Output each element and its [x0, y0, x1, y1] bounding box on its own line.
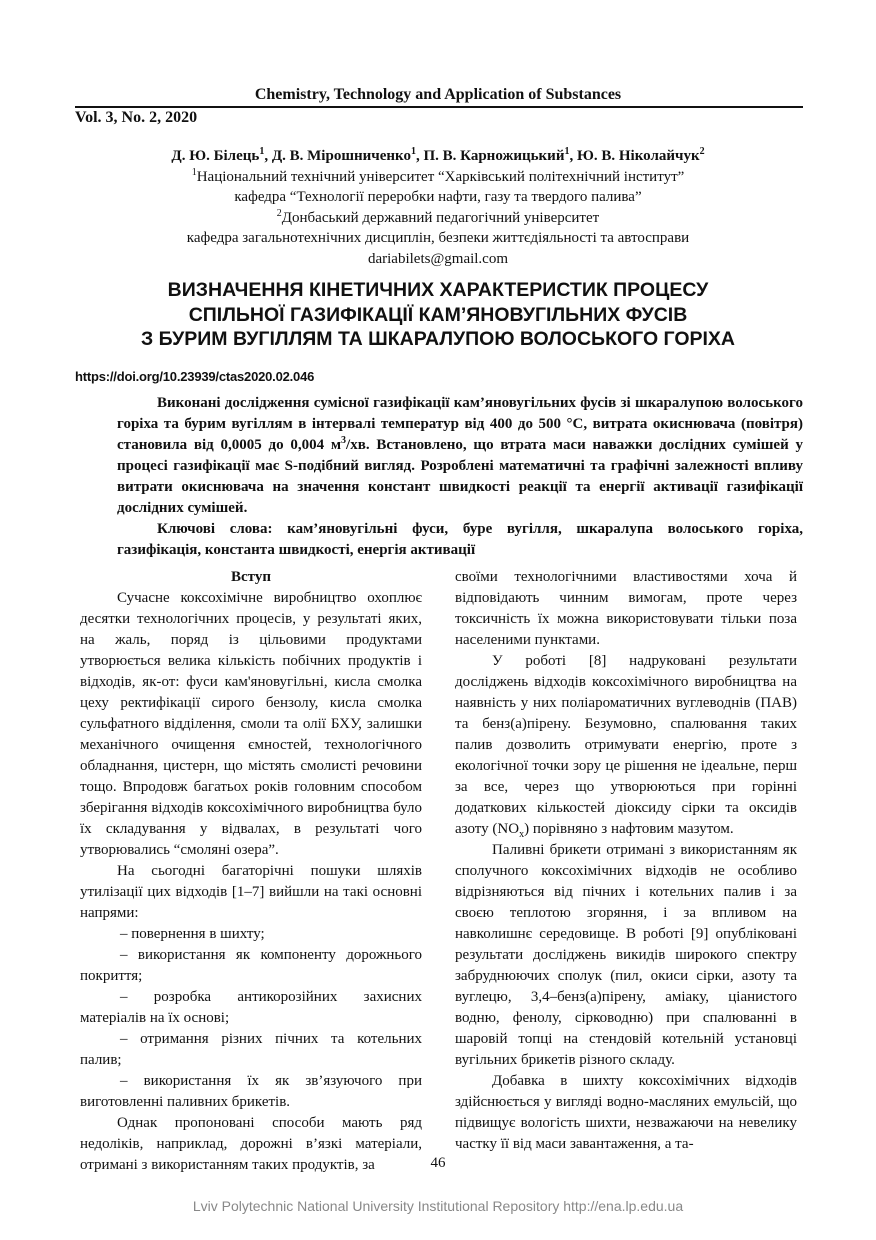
keywords: Ключові слова: кам’яновугільні фуси, буре вугілля, шкаралупа волоського горіха, газифікація, константа швидкості, енергія активації [117, 521, 803, 558]
affiliation-2-dept: кафедра загальнотехнічних дисциплін, безпеки життєдіяльності та автосправи [186, 230, 690, 246]
journal-title: Chemistry, Technology and Application of Substances [254, 86, 622, 103]
list-item: – використання їх як зв’язуючого при виготовленні паливних брикетів. [80, 1073, 422, 1110]
article-title: ВИЗНАЧЕННЯ КІНЕТИЧНИХ ХАРАКТЕРИСТИК ПРОЦЕСУ СПІЛЬНОЇ ГАЗИФІКАЦІЇ КАМ’ЯНОВУГІЛЬНИХ ФУСІВ З БУРИМ ВУГІЛЛЯМ ТА ШКАРАЛУПОЮ ВОЛОСЬКОГО ГОРІХА [140, 279, 736, 350]
author-list: Д. Ю. Білець$^1$, Д. В. Мірошниченко$^1$, П. В. Карножицький$^1$, Ю. В. Ніколайчук$^2$ [171, 146, 705, 164]
doi-link[interactable]: https://doi.org/10.23939/ctas2020.02.046 [75, 369, 315, 384]
paragraph: У роботі [8] надруковані результати досліджень відходів коксохімічного виробництва на наявність у них поліароматичних вуглеводнів (ПАВ) та бенз(а)пірену. Безумовно, спалювання таких палив дозволить отримувати енергію, проте з екологічної точки зору це рішення не ідеальне, перш за все, через що утворюються при горінні додаткових кількостей діоксиду сірки та оксидів азоту $(NO_x)$ порівняно з нафтовим мазутом. [455, 653, 797, 840]
author-3: П. В. Карножицький [423, 148, 565, 164]
header-rule [75, 106, 803, 108]
list-item: – використання як компоненту дорожнього покриття; [80, 947, 422, 984]
contact-email[interactable]: dariabilets@gmail.com [367, 250, 509, 267]
abstract [117, 393, 803, 561]
author-1: Д. Ю. Білець [171, 148, 260, 164]
author-2: Д. В. Мірошниченко [271, 148, 411, 164]
repository-footer[interactable]: Lviv Polytechnic National University Institutional Repository http://ena.lp.edu.ua [192, 1198, 684, 1214]
list-item: – розробка антикорозійних захисних матеріалів на їх основі; [80, 989, 422, 1026]
page-number: 46 [430, 1155, 446, 1171]
affiliation-1: $^1$Національний технічний університет “Харківський політехнічний інститут” [191, 166, 685, 185]
author-block [0, 146, 876, 269]
volume-label: Vol. 3, No. 2, 2020 [75, 109, 198, 126]
right-column [455, 567, 797, 1155]
abstract-text: Виконані дослідження сумісної газифікації кам’яновугільних фусів зі шкаралупою волоського горіха та бурим вугіллям в інтервалі температур від 400 до 500 °С, витрата окиснювача (повітря) становила від 0,0005 до 0,004 $м^3/хв$. Встановлено, що втрата маси наважки дослідних сумішей у процесі газифікації має S-подібний вигляд. Розроблені математичні та графічні залежності впливу витрати окиснювача на значення констант швидкості реакції та енергії активації газифікації дослідних сумішей. [117, 395, 803, 516]
paragraph: своїми технологічними властивостями хоча й відповідають чинним вимогам, проте через токсичність їх можна використовувати тільки поза населеними пунктами. [455, 569, 797, 648]
paragraph: Паливні брикети отримані з використанням як сполучного коксохімічних відходів не особливо відрізняються від пічних і котельних палив і за своєю теплотою згоряння, і за впливом на навколишнє середовище. В роботі [9] опубліковані результати досліджень викидів широкого спектру забруднюючих сполук (пил, окиси сірки, азоту та вуглецю, 3,4–бенз(а)пірену, аміаку, ціанистого водню, фенолу, сірководню) при спалюванні в шаровій топці на стендовій котельній установці вугільних брикетів різного складу. [455, 842, 797, 1068]
list-item: – отримання різних пічних та котельних палив; [80, 1031, 422, 1068]
section-heading: Вступ [231, 569, 271, 585]
affiliation-1-dept: кафедра “Технології переробки нафти, газу та твердого палива” [234, 189, 642, 205]
affiliation-2: $^2$Донбаський державний педагогічний університет [276, 207, 600, 226]
paragraph: Добавка в шихту коксохімічних відходів здійснюється у вигляді водно-масляних емульсій, що підвищує вологість шихти, незважаючи на невелику частку її від маси завантаження, а та- [455, 1073, 797, 1152]
list-item: – повернення в шихту; [120, 926, 265, 942]
left-column [80, 567, 422, 1176]
paragraph: На сьогодні багаторічні пошуки шляхів утилізації цих відходів [1–7] вийшли на такі основні напрями: [80, 863, 422, 921]
paragraph: Сучасне коксохімічне виробництво охоплює десятки технологічних процесів, у результаті яких, на жаль, поряд із цільовими продуктами утворюється велика кількість побічних продуктів і відходів, як-от: фуси кам'яновугільні, кисла смолка цеху ректифікації сирого бензолу, кисла смолка сульфатного відділення, смоли та олії БХУ, залишки механічного очищення ємностей, технологічного обладнання, цистерн, що містять смолисті речовини тощо. Впродовж багатьох років головним способом зберігання відходів коксохімічного виробництва було їх складування у відвалах, в результаті чого утворювались “смоляні озера”. [80, 590, 422, 858]
paragraph: Однак пропоновані способи мають ряд недоліків, наприклад, дорожні в’язкі матеріали, отримані з використанням таких продуктів, за [80, 1115, 422, 1173]
author-4: Ю. В. Ніколайчук [576, 148, 700, 164]
